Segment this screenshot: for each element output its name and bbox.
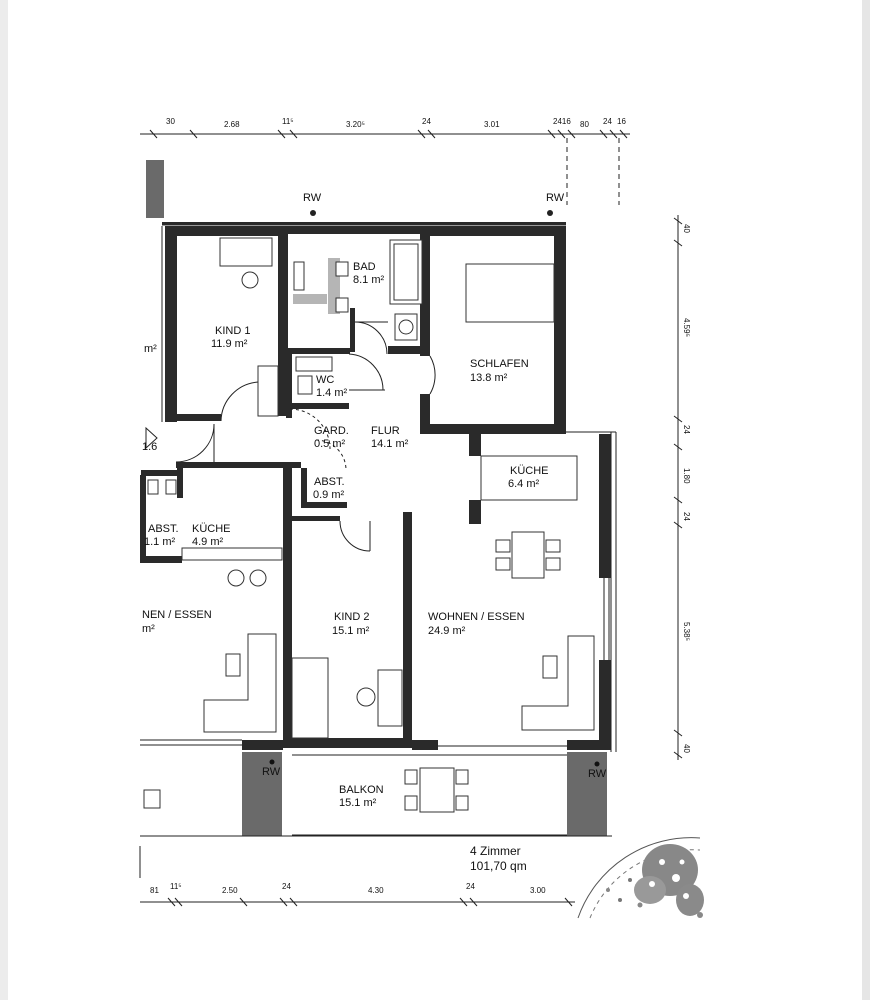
dim-bottom-2: 2.50 (222, 886, 238, 895)
dim-top-0: 30 (166, 117, 175, 126)
room-kueche-left-name: KÜCHE (192, 523, 231, 535)
dim-bottom-4: 4.30 (368, 886, 384, 895)
dim-bottom-3: 24 (282, 882, 291, 891)
rw-marker-balcony-left: RW (262, 766, 281, 778)
room-wc-name: WC (316, 374, 335, 386)
room-wc-area: 1.4 m² (316, 387, 348, 399)
room-wohnen-area: 24.9 m² (428, 625, 466, 637)
dim-right-2: 24 (682, 425, 691, 434)
room-kind1-name: KIND 1 (215, 325, 251, 337)
dim-top-6: 2416 (553, 117, 571, 126)
apartment-rooms: 4 Zimmer (470, 844, 521, 858)
dim-top-2: 11⁵ (282, 117, 294, 126)
dim-right-5: 5.38⁵ (682, 622, 691, 641)
dim-top-7: 80 (580, 120, 589, 129)
dim-top-1: 2.68 (224, 120, 240, 129)
room-balkon-area: 15.1 m² (339, 797, 377, 809)
dim-top-9: 16 (617, 117, 626, 126)
rw-marker-top-right: RW (546, 192, 565, 204)
dim-top-4: 24 (422, 117, 431, 126)
room-abst-area: 0.9 m² (313, 489, 345, 501)
room-kueche-area: 6.4 m² (508, 478, 540, 490)
room-schlafen-name: SCHLAFEN (470, 358, 529, 370)
room-wohnen-left-area: m² (142, 623, 155, 635)
room-gard-area: 0.5 m² (314, 438, 346, 450)
room-bad-area: 8.1 m² (353, 274, 385, 286)
dim-bottom-0: 81 (150, 886, 159, 895)
room-kueche-left-area: 4.9 m² (192, 536, 224, 548)
room-schlafen-area: 13.8 m² (470, 372, 508, 384)
dim-top-8: 24 (603, 117, 612, 126)
dim-bottom-5: 24 (466, 882, 475, 891)
dim-right-1: 4.59⁵ (682, 318, 691, 337)
room-flur-area: 14.1 m² (371, 438, 409, 450)
dim-right-4: 24 (682, 512, 691, 521)
apartment-area: 101,70 qm (470, 859, 527, 873)
room-kind1-area: 11.9 m² (211, 338, 248, 350)
room-gard-name: GARD. (314, 425, 349, 437)
room-kueche-name: KÜCHE (510, 465, 549, 477)
dim-top-5: 3.01 (484, 120, 500, 129)
room-wohnen-left-name: NEN / ESSEN (142, 609, 212, 621)
room-labels (142, 261, 549, 809)
partial-label-small: 1.6 (142, 441, 158, 453)
rw-marker-balcony-right: RW (588, 768, 607, 780)
dim-right-6: 40 (682, 744, 691, 753)
room-wohnen-name: WOHNEN / ESSEN (428, 611, 525, 623)
rw-marker-top-left: RW (303, 192, 322, 204)
right-dimension-line (674, 215, 691, 760)
chimney-block (146, 160, 164, 218)
room-abst-name: ABST. (314, 476, 345, 488)
bottom-dimension-line (140, 882, 575, 906)
rain-pipe-markers (146, 160, 565, 218)
room-balkon-name: BALKON (339, 784, 384, 796)
room-abst-left-name: ABST. (148, 523, 179, 535)
room-bad-name: BAD (353, 261, 376, 273)
room-kind2-name: KIND 2 (334, 611, 370, 623)
dim-bottom-1: 11⁵ (170, 882, 182, 891)
tree-symbol (578, 838, 704, 918)
dim-right-3: 1.80 (682, 468, 691, 484)
dim-right-0: 40 (682, 224, 691, 233)
room-kind2-area: 15.1 m² (332, 625, 370, 637)
dim-top-3: 3.20⁵ (346, 120, 365, 129)
partial-area-left: m² (144, 343, 157, 355)
room-flur-name: FLUR (371, 425, 400, 437)
dim-bottom-6: 3.00 (530, 886, 546, 895)
room-abst-left-area: 1.1 m² (144, 536, 176, 548)
